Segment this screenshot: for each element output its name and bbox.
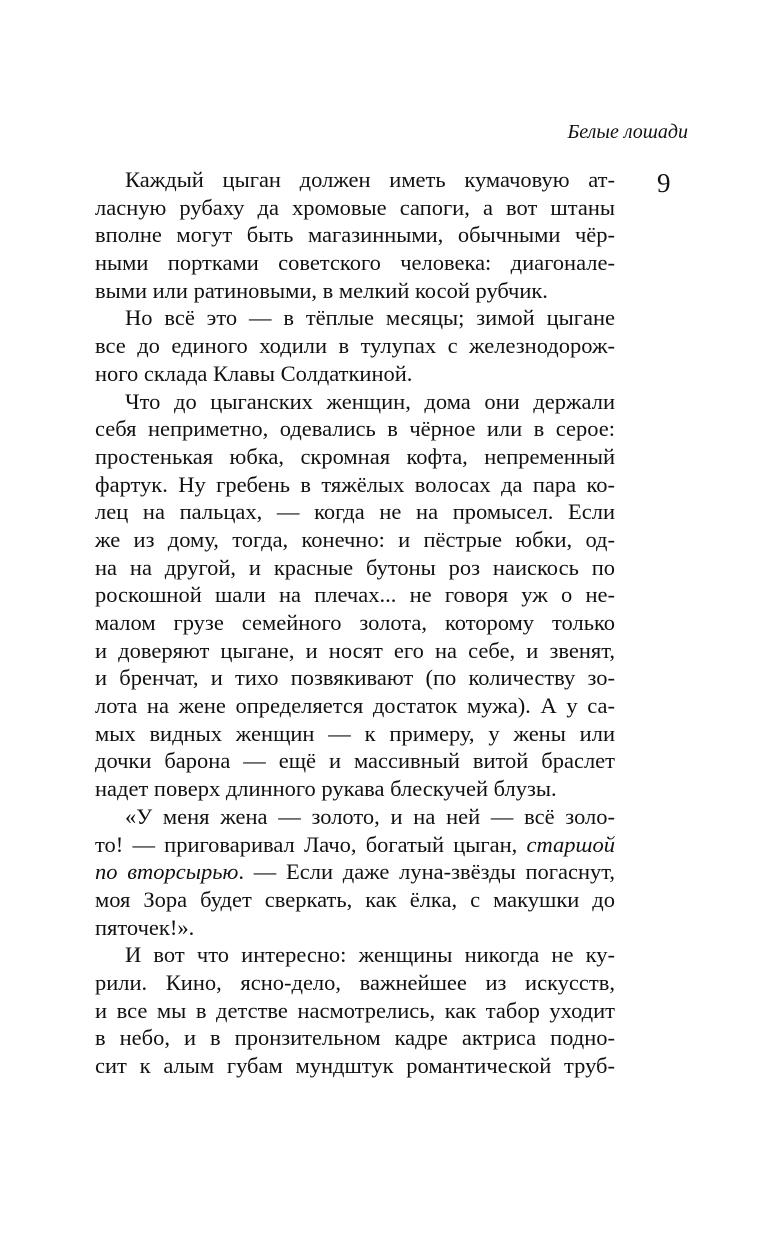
italic-text: старшой xyxy=(526,831,615,857)
text-run: рили. Кино, ясно-дело, важнейшее из искусств, xyxy=(95,969,615,995)
text-line xyxy=(95,803,615,831)
text-run: выми или ратиновыми, в мелкий косой рубчик. xyxy=(95,277,548,303)
text-line xyxy=(95,775,615,803)
text-run: Но всё это — в тёплые месяцы; зимой цыгане xyxy=(125,305,615,331)
text-run: и бренчат, и тихо позвякивают (по количеству зо- xyxy=(95,665,615,691)
text-run: фартук. Ну гребень в тяжёлых волосах да пара ко- xyxy=(95,471,615,497)
text-line xyxy=(95,1052,615,1080)
text-line xyxy=(95,277,615,305)
text-run: и все мы в детстве насмотрелись, как табор уходит xyxy=(95,997,615,1023)
text-run: на на другой, и красные бутоны роз наискось по xyxy=(95,554,615,580)
text-run: ными портками советского человека: диагонале- xyxy=(95,250,615,276)
text-run: лота на жене определяется достаток мужа). А у са- xyxy=(95,693,615,719)
text-line xyxy=(95,941,615,969)
text-line xyxy=(95,221,615,249)
text-run: моя Зора будет сверкать, как ёлка, с макушки до xyxy=(95,886,615,912)
text-line xyxy=(95,360,615,388)
text-line xyxy=(95,332,615,360)
text-run: вполне могут быть магазинными, обычными чёр- xyxy=(95,222,615,248)
text-run: себя неприметно, одевались в чёрное или в серое: xyxy=(95,416,615,442)
text-run: малом грузе семейного золота, которому только xyxy=(95,610,615,635)
text-line xyxy=(95,554,615,582)
text-run: надет поверх длинного рукава блескучей блузы. xyxy=(95,776,557,802)
text-line xyxy=(95,609,615,637)
text-line xyxy=(95,249,615,277)
text-run: ного склада Клавы Солдаткиной. xyxy=(95,360,413,386)
text-line xyxy=(95,664,615,692)
text-line xyxy=(95,526,615,554)
text-line xyxy=(95,692,615,720)
body-text xyxy=(95,166,615,1080)
text-run: И вот что интересно: женщины никогда не ку- xyxy=(125,942,615,968)
running-head: Белые лошади xyxy=(567,121,688,143)
text-run: сит к алым губам мундштук романтической труб- xyxy=(95,1053,615,1078)
text-line xyxy=(95,997,615,1025)
text-run: мых видных женщин — к примеру, у жены или xyxy=(95,720,615,746)
text-line xyxy=(95,747,615,775)
text-run: «У меня жена — золото, и на ней — всё золо- xyxy=(125,803,615,829)
text-run: дочки барона — ещё и массивный витой браслет xyxy=(95,748,615,774)
text-line xyxy=(95,415,615,443)
text-run: . — Если даже луна-звёзды погаснут, xyxy=(238,859,616,885)
text-run: простенькая юбка, скромная кофта, непременный xyxy=(95,443,615,469)
text-run: лец на пальцах, — когда не на промысел. Если xyxy=(95,499,615,525)
text-line xyxy=(95,304,615,332)
text-line xyxy=(95,166,615,194)
text-run: же из дому, тогда, конечно: и пёстрые юбки, од- xyxy=(95,526,615,552)
text-run: роскошной шали на плечах... не говоря уж о не- xyxy=(95,582,615,608)
text-run: пяточек!». xyxy=(95,914,195,940)
italic-text: по вторсырью xyxy=(95,859,239,885)
text-line xyxy=(95,831,615,859)
text-line xyxy=(95,388,615,416)
text-run: все до единого ходили в тулупах с железнодорож- xyxy=(95,333,615,359)
text-run: Каждый цыган должен иметь кумачовую ат- xyxy=(125,167,615,192)
page-number: 9 xyxy=(657,168,671,198)
text-run: в небо, и в пронзительном кадре актриса подно- xyxy=(95,1025,615,1051)
text-run: то! — приговаривал Лачо, богатый цыган, xyxy=(95,831,527,857)
text-line xyxy=(95,720,615,748)
text-line xyxy=(95,498,615,526)
text-run: ласную рубаху да хромовые сапоги, а вот штаны xyxy=(95,194,615,220)
text-line xyxy=(95,914,615,942)
text-line xyxy=(95,1024,615,1052)
text-run: и доверяют цыгане, и носят его на себе, и звенят, xyxy=(95,637,615,663)
text-line xyxy=(95,969,615,997)
text-line xyxy=(95,581,615,609)
text-run: Что до цыганских женщин, дома они держали xyxy=(125,388,615,414)
text-line xyxy=(95,471,615,499)
text-line xyxy=(95,443,615,471)
text-line xyxy=(95,886,615,914)
text-line xyxy=(95,637,615,665)
text-line xyxy=(95,858,615,886)
text-line xyxy=(95,194,615,222)
